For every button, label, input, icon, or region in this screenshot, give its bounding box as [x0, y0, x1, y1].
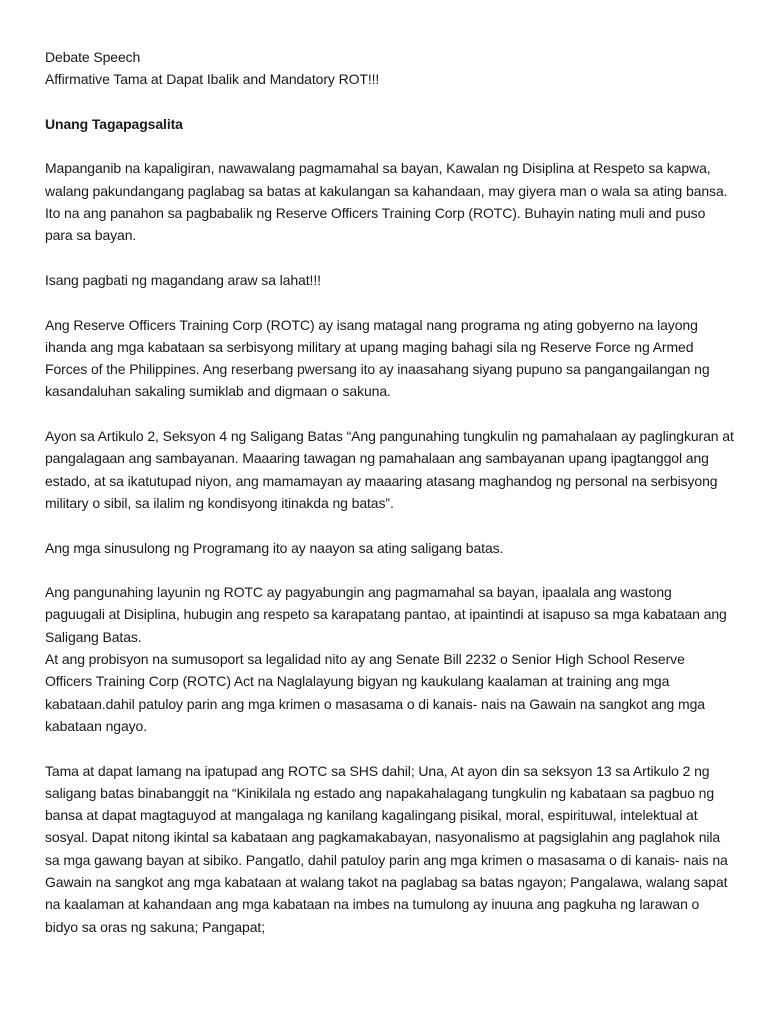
- paragraph-intro: Mapanganib na kapaligiran, nawawalang pagmamahal sa bayan, Kawalan ng Disiplina at Respeto sa kapwa, walang pakundangang paglabag sa batas at kakulangan sa kahandaan, may giyera man o wala sa ating bansa. Ito na ang panahon sa pagbabalik ng Reserve Officers Training Corp (ROTC). Buhayin nating muli and puso para sa bayan.: [45, 160, 728, 244]
- paragraph-reasons: Tama at dapat lamang na ipatupad ang ROTC sa SHS dahil; Una, At ayon din sa seksyon 13 sa Artikulo 2 ng saligang batas binabanggit na “Kinikilala ng estado ang napakahalagang tungkulin ng kabataan sa pagbuo ng bansa at dapat magtaguyod at mangalaga ng kanilang kagalingang pisikal, moral, espirituwal, intelektual at sosyal. Dapat nitong ikintal sa kabataan ang pagkamakabayan, nasyonalismo at pagsiglahin ang paglahok nila sa mga gawang bayan at sibiko. Pangatlo, dahil patuloy parin ang mga krimen o masasama o di kanais- nais na Gawain na sangkot ang mga kabataan at walang takot na paglabag sa batas ngayon; Pangalawa, walang sapat na kaalaman at kahandaan ang mga kabataan na imbes na tumulong ay inuuna ang pagkuha ng larawan o bidyo sa oras ng sakuna; Pangapat;: [45, 762, 728, 935]
- paragraph-rotc-objectives: Ang pangunahing layunin ng ROTC ay pagyabungin ang pagmamahal sa bayan, ipaalala ang wastong paguugali at Disiplina, hubugin ang respeto sa karapatang pantao, at ipaintindi at isapuso sa mga kabataan ang Saligang Batas.: [45, 584, 727, 645]
- paragraph-senate-bill: At ang probisyon na sumusoport sa legalidad nito ay ang Senate Bill 2232 o Senior High School Reserve Officers Training Corp (ROTC) Act na Naglalayung bigyan ng kaukulang kaalaman at training ang mga kabataan.dahil patuloy parin ang mga krimen o masasama o di kanais- nais na Gawain na sangkot ang mga kabataan ngayo.: [45, 651, 705, 734]
- document-header: [45, 46, 735, 91]
- document-title: Debate Speech: [45, 49, 141, 65]
- document-page: [45, 46, 735, 960]
- speaker-heading: Unang Tagapagsalita: [45, 115, 183, 132]
- paragraph-constitution-article-2-section-4: Ayon sa Artikulo 2, Seksyon 4 ng Saligang Batas “Ang pangunahing tungkulin ng pamahalaan ay paglingkuran at pangalagaan ang sambayanan. Maaaring tawagan ng pamahalaan ang sambayanan upang ipagtanggol ang estado, at sa ikatutupad niyon, ang mamamayan ay maaaring atasang maghandog ng personal na serbisyong military o sibil, sa ilalim ng kondisyong itinakda ng batas”.: [45, 428, 734, 511]
- document-subtitle: Affirmative Tama at Dapat Ibalik and Mandatory ROT!!!: [45, 71, 380, 88]
- paragraph-program-alignment: Ang mga sinusulong ng Programang ito ay naayon sa ating saligang batas.: [45, 539, 504, 556]
- paragraph-rotc-definition: Ang Reserve Officers Training Corp (ROTC) ay isang matagal nang programa ng ating gobyerno na layong ihanda ang mga kabataan sa serbisyong military at upang maging bahagi sila ng Reserve Force ng Armed Forces of the Philippines. Ang reserbang pwersang ito ay inaasahang siyang pupuno sa pangangailangan ng kasandaluhan sakaling sumiklab and digmaan o sakuna.: [45, 316, 710, 400]
- paragraph-greeting: Isang pagbati ng magandang araw sa lahat!!!: [45, 271, 321, 288]
